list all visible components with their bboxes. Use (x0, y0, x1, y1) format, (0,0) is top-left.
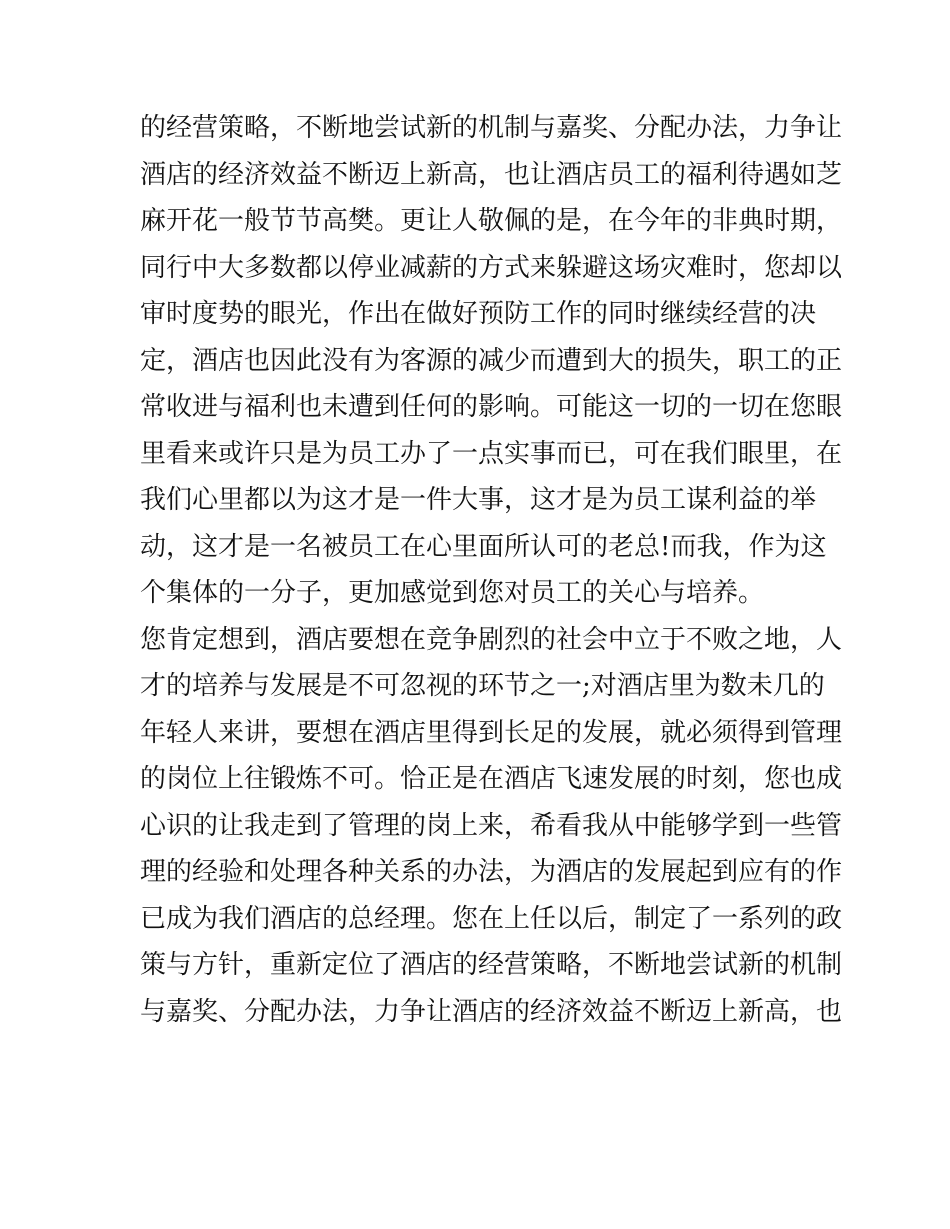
text-line-16: 心识的让我走到了管理的岗上来，希看我从中能够学到一些管 (140, 810, 843, 841)
text-line-14: 年轻人来讲，要想在酒店里得到长足的发展，就必须得到管理 (140, 717, 843, 748)
text-line-6: 定，酒店也因此没有为客源的减少而遭到大的损失，职工的正 (140, 345, 843, 376)
text-line-2: 酒店的经济效益不断迈上新高，也让酒店员工的福利待遇如芝 (140, 159, 843, 190)
text-line-18: 已成为我们酒店的总经理。您在上任以后，制定了一系列的政 (140, 903, 843, 934)
text-line-13: 才的培养与发展是不可忽视的环节之一;对酒店里为数未几的 (140, 671, 825, 701)
text-line-19: 策与方针，重新定位了酒店的经营策略，不断地尝试新的机制 (140, 950, 843, 980)
text-line-1: 的经营策略，不断地尝试新的机制与嘉奖、分配办法，力争让 (140, 113, 843, 143)
text-line-17: 理的经验和处理各种关系的办法，为酒店的发展起到应有的作 (140, 857, 843, 887)
text-line-20: 与嘉奖、分配办法，力争让酒店的经济效益不断迈上新高，也 (140, 996, 843, 1027)
text-line-9: 我们心里都以为这才是一件大事，这才是为员工谋利益的举 (140, 485, 817, 515)
text-line-5: 审时度势的眼光，作出在做好预防工作的同时继续经营的决 (140, 299, 817, 329)
text-line-8: 里看来或许只是为员工办了一点实事而已，可在我们眼里，在 (140, 438, 843, 469)
text-line-15: 的岗位上往锻炼不可。恰正是在酒店飞速发展的时刻，您也成 (140, 764, 843, 794)
text-line-3: 麻开花一般节节高樊。更让人敬佩的是，在今年的非典时期， (140, 206, 843, 236)
body-text (140, 105, 843, 1035)
text-line-4: 同行中大多数都以停业减薪的方式来躲避这场灾难时，您却以 (140, 252, 843, 283)
text-line-10: 动，这才是一名被员工在心里面所认可的老总!而我，作为这 (140, 531, 827, 562)
text-line-11: 个集体的一分子，更加感觉到您对员工的关心与培养。 (140, 578, 765, 608)
text-line-12: 您肯定想到，酒店要想在竞争剧烈的社会中立于不败之地，人 (140, 624, 843, 655)
text-line-7: 常收进与福利也未遭到任何的影响。可能这一切的一切在您眼 (140, 392, 843, 422)
